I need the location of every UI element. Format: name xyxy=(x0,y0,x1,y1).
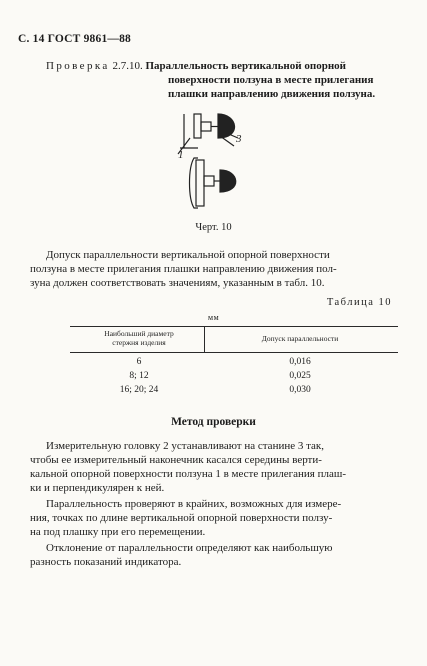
method-p2-line-1: Параллельность проверяют в крайних, возможных для измере- xyxy=(46,498,342,510)
tolerance-text-line-2: ползуна в месте прилегания плашки направлению движения пол- xyxy=(30,263,337,275)
page-header: С. 14 ГОСТ 9861—88 xyxy=(18,33,131,45)
table-rule-top xyxy=(70,326,398,327)
table-header-tolerance: Допуск параллельности xyxy=(261,334,339,343)
method-p2-line-2: ния, точках по длине вертикальной опорной поверхности ползу- xyxy=(30,512,333,524)
check-label: Проверка xyxy=(46,60,110,72)
figure-lower-view xyxy=(190,158,236,208)
figure-label-1: 1 xyxy=(178,149,184,161)
table-cell-diameter: 8; 12 xyxy=(129,371,149,381)
figure-upper-view xyxy=(178,114,238,154)
tolerance-text-line-3: зуна должен соответствовать значениям, указанным в табл. 10. xyxy=(30,277,325,289)
check-title-line-2: поверхности ползуна в месте прилегания xyxy=(168,74,374,86)
table-cell-tolerance: 0,025 xyxy=(289,371,311,381)
tolerance-text-line-1: Допуск параллельности вертикальной опорной поверхности xyxy=(46,249,330,261)
table-cell-tolerance: 0,030 xyxy=(289,385,311,395)
method-p1-line-4: ки и перпендикулярен к ней. xyxy=(30,482,165,494)
check-number: 2.7.10. xyxy=(112,60,143,72)
method-p1-line-1: Измерительную головку 2 устанавливают на станине 3 так, xyxy=(46,440,325,452)
table-cell-tolerance: 0,016 xyxy=(289,357,311,367)
table-rule-header xyxy=(70,352,398,353)
table-column-divider xyxy=(204,326,205,352)
check-title-line-3: плашки направлению движения ползуна. xyxy=(168,88,376,100)
method-title: Метод проверки xyxy=(171,416,256,428)
table-unit: мм xyxy=(208,313,220,322)
table-cell-diameter: 6 xyxy=(136,357,142,367)
check-heading-line-1 xyxy=(46,60,346,73)
method-p3-line-2: разность показаний индикатора. xyxy=(30,556,182,568)
figure-drawing xyxy=(160,108,270,214)
table-header-diameter: Наибольший диаметр стержня изделия xyxy=(104,329,174,347)
method-p1-line-3: кальной опорной поверхности ползуна 1 в месте прилегания плаш- xyxy=(30,468,346,480)
figure-label-3: 3 xyxy=(236,133,242,145)
method-p3-line-1: Отклонение от параллельности определяют как наибольшую xyxy=(46,542,333,554)
check-title-line-1: Параллельность вертикальной опорной xyxy=(145,60,346,72)
table-title: Таблица 10 xyxy=(326,297,392,308)
method-p2-line-3: на под плашку при его перемещении. xyxy=(30,526,206,538)
method-p1-line-2: чтобы ее измерительный наконечник касался середины верти- xyxy=(30,454,322,466)
table-cell-diameter: 16; 20; 24 xyxy=(119,385,159,395)
figure-caption: Черт. 10 xyxy=(195,222,232,233)
